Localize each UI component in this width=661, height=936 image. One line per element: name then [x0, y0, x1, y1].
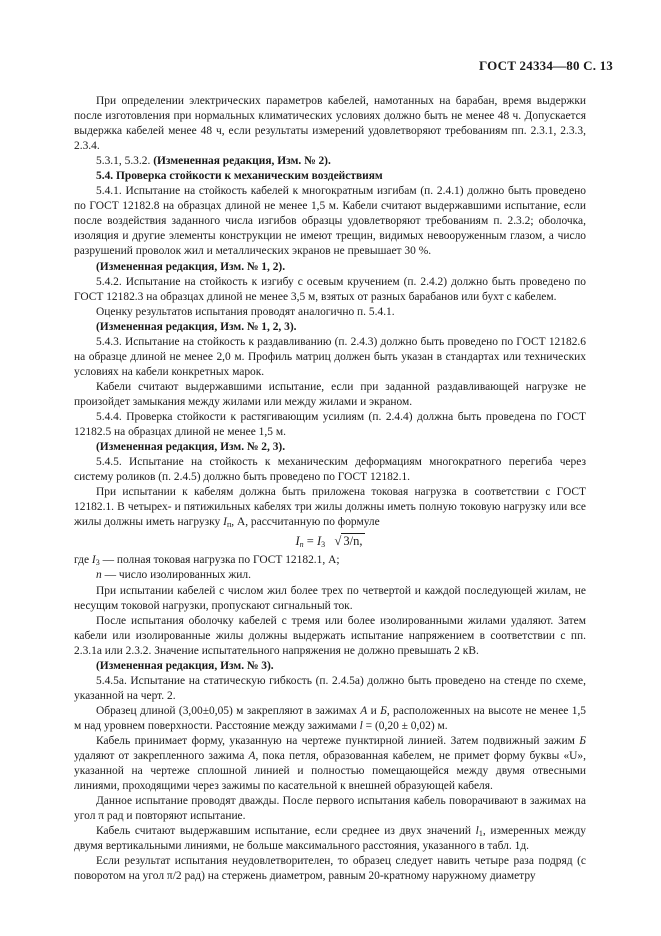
paragraph: При испытании кабелей с числом жил более трех по четвертой и каждой последующей жилам, не несущим токовой нагрузки, пропускают сигнальный ток. — [74, 584, 586, 612]
paragraph: Если результат испытания неудовлетворителен, то образец следует навить четыре раза подряд (с поворотом на угол π/2 рад) на стержень диаметром, равным 20-кратному наружному диаметру — [74, 855, 586, 883]
paragraph: 5.4.4. Проверка стойкости к растягивающим усилиям (п. 2.4.4) должна быть проведена по ГОСТ 12182.5 на образцах длиной не менее 1,5 м. — [74, 410, 586, 439]
paragraph: Кабель принимает форму, указанную на чертеже пунктирной линией. Затем подвижный зажим Б удаляют от закрепленного зажима А, пока петля, образованная кабелем, не примет форму буквы «U», указанной на чертеже сплошной линией и полностью помещающейся между двумя отвесными линиями, проходящими через зажимы по касательной к внешней образующей кабеля. — [74, 734, 587, 793]
amendment-note: (Измененная редакция, Изм. № 1, 2, 3). — [96, 320, 297, 333]
amendment-note: (Измененная редакция, Изм. № 1, 2). — [96, 260, 286, 273]
paragraph: Образец длиной (3,00±0,05) м закрепляют в зажимах А и Б, расположенных на высоте не менее 1,5 м над уровнем поверхности. Расстояние между зажимами l = (0,20 ± 0,02) м. — [74, 704, 587, 732]
page-header: ГОСТ 24334—80 С. 13 — [479, 58, 613, 73]
paragraph: Оценку результатов испытания проводят аналогично п. 5.4.1. — [96, 305, 395, 318]
paragraph: 5.4.2. Испытание на стойкость к изгибу с осевым кручением (п. 2.4.2) должно быть проведено по ГОСТ 12182.3 на образцах длиной не менее 3,5 м, взятых от разных барабанов или бухт с кабелем. — [74, 275, 586, 303]
formula: $I_п = I_3$ √ 3/n, — [295, 534, 363, 550]
amendment-note: (Измененная редакция, Изм. № 3). — [96, 659, 274, 672]
paragraph: 5.4.5а. Испытание на статическую гибкость (п. 2.4.5а) должно быть проведено на стенде по схеме, указанной на черт. 2. — [74, 674, 586, 702]
paragraph: где $I_3$ — полная токовая нагрузка по ГОСТ 12182.1, А; — [74, 554, 340, 568]
paragraph: При определении электрических параметров кабелей, намотанных на барабан, время выдержки после изготовления при нормальных климатических условиях должно быть не менее 48 ч. Допускается выдержка кабелей менее 48 ч, если результаты измерений удовлетворяют требованиям пп. 2.3.1, 2.3.3, 2.3.4. — [74, 95, 586, 153]
paragraph: Кабели считают выдержавшими испытание, если при заданной раздавливающей нагрузке не произойдет замыкания между жилами или между жилами и экраном. — [74, 380, 586, 408]
formula-radicand: 3/n, — [343, 534, 363, 549]
paragraph: 5.4.5. Испытание на стойкость к механическим деформациям многократного перегиба через систему роликов (п. 2.4.5) должно быть проведено по ГОСТ 12182.1. — [74, 456, 586, 484]
paragraph: Кабель считают выдержавшим испытание, если среднее из двух значений $l_1$, измеренных между двумя вертикальными линиями, не больше максимального расстояния, указанного в табл. 1д. — [74, 825, 586, 853]
paragraph: п — число изолированных жил. — [96, 569, 251, 582]
paragraph: После испытания оболочку кабелей с тремя или более изолированными жилами удаляют. Затем кабели или изолированные жилы должны выдержать испытание напряжением в соответствии с пп. 2.3.1а или 2.3.2. Значение испытательного напряжения не должно превышать 2 кВ. — [74, 614, 586, 657]
paragraph: 5.4.1. Испытание на стойкость кабелей к многократным изгибам (п. 2.4.1) должно быть проведено по ГОСТ 12182.8 на образцах длиной не менее 1,5 м. Кабели считают выдержавшими испытание, если после воздействия заданного числа изгибов образцы удовлетворяют требованиям п. 2.3.2; оболочка, изоляция и другие элементы конструкции не имеют трещин, видимых невооруженным глазом, а число разрушений проволок жил и металлических экранов не превышает 30 %. — [74, 185, 586, 258]
section-heading: 5.4. Проверка стойкости к механическим воздействиям — [96, 170, 383, 183]
amendment-note: (Измененная редакция, Изм. № 2, 3). — [96, 441, 286, 454]
paragraph: 5.3.1, 5.3.2. (Измененная редакция, Изм. № 2). — [96, 155, 331, 168]
paragraph: При испытании к кабелям должна быть приложена токовая нагрузка в соответствии с ГОСТ 12182.1. В четырех- и пятижильных кабелях три жилы должны иметь полную токовую нагрузку или все жилы должны иметь нагрузку $I_п$, А, рассчитанную по формуле — [74, 486, 586, 530]
paragraph: 5.4.3. Испытание на стойкость к раздавливанию (п. 2.4.3) должно быть проведено по ГОСТ 12182.6 на образце длиной не менее 2,0 м. Профиль матриц должен быть указан в стандартах или технических условиях на кабели конкретных марок. — [74, 335, 586, 378]
document-body — [74, 94, 586, 884]
paragraph: Данное испытание проводят дважды. После первого испытания кабель поворачивают в зажимах на угол π рад и повторяют испытание. — [74, 795, 586, 823]
